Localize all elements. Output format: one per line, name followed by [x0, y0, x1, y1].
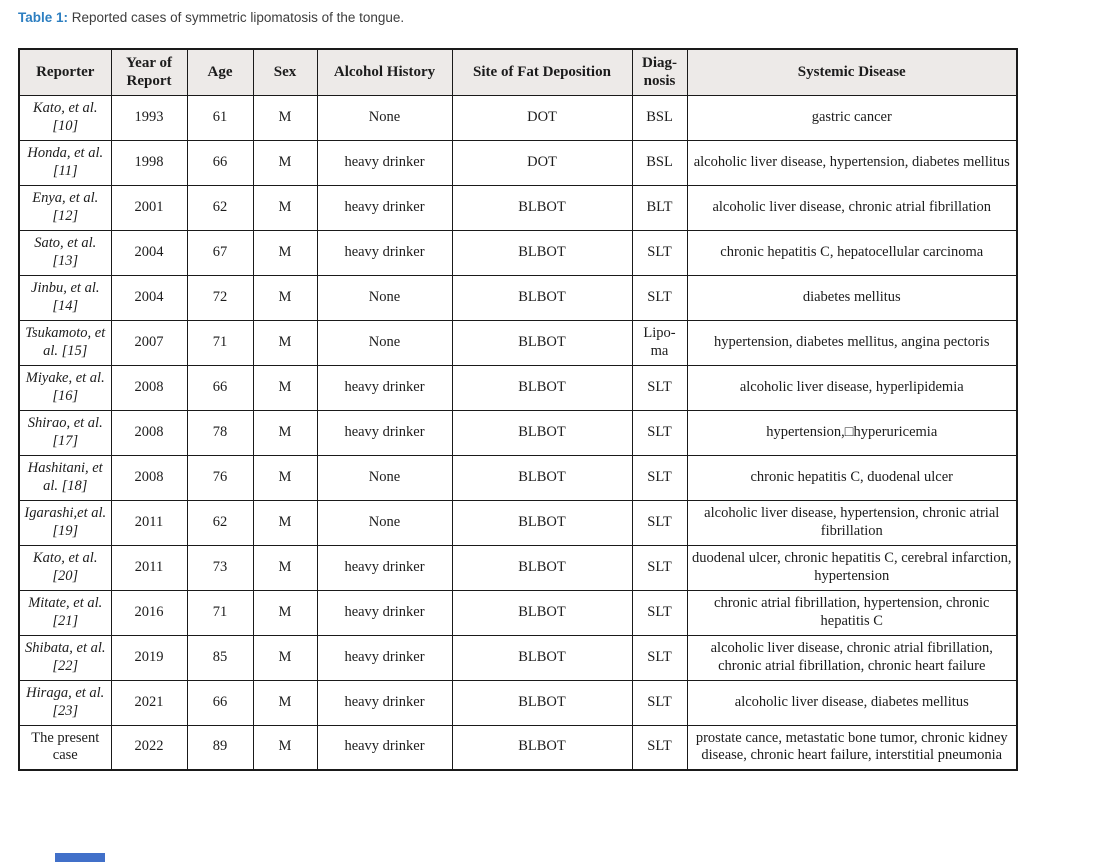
cell-reporter: Tsukamoto, et al. [15] — [19, 320, 111, 365]
cell-site: BLBOT — [452, 320, 632, 365]
cell-sex: M — [253, 680, 317, 725]
cell-diagnosis: SLT — [632, 410, 687, 455]
cell-year: 2008 — [111, 410, 187, 455]
column-header-diagnosis: Diag-nosis — [632, 49, 687, 95]
table-row — [19, 410, 1017, 455]
cell-reporter: Shirao, et al. [17] — [19, 410, 111, 455]
cell-age: 89 — [187, 725, 253, 770]
cell-diagnosis: SLT — [632, 635, 687, 680]
cell-reporter: Sato, et al. [13] — [19, 230, 111, 275]
cell-alcohol: heavy drinker — [317, 725, 452, 770]
cell-diagnosis: SLT — [632, 230, 687, 275]
cell-disease: chronic hepatitis C, duodenal ulcer — [687, 455, 1017, 500]
cell-disease: alcoholic liver disease, hyperlipidemia — [687, 365, 1017, 410]
cell-reporter: Kato, et al. [20] — [19, 545, 111, 590]
cell-year: 2019 — [111, 635, 187, 680]
cell-alcohol: heavy drinker — [317, 410, 452, 455]
cell-age: 71 — [187, 590, 253, 635]
cell-age: 67 — [187, 230, 253, 275]
cell-sex: M — [253, 500, 317, 545]
table-caption-text: Reported cases of symmetric lipomatosis of the tongue. — [68, 10, 405, 25]
column-header-reporter: Reporter — [19, 49, 111, 95]
cell-reporter: Enya, et al. [12] — [19, 185, 111, 230]
cell-age: 71 — [187, 320, 253, 365]
cell-site: DOT — [452, 140, 632, 185]
cell-year: 2007 — [111, 320, 187, 365]
cell-sex: M — [253, 455, 317, 500]
cell-disease: chronic atrial fibrillation, hypertension, chronic hepatitis C — [687, 590, 1017, 635]
cell-alcohol: None — [317, 500, 452, 545]
cell-reporter: Hiraga, et al. [23] — [19, 680, 111, 725]
cell-diagnosis: SLT — [632, 680, 687, 725]
table-header-row — [19, 49, 1017, 95]
cell-sex: M — [253, 320, 317, 365]
cell-diagnosis: SLT — [632, 275, 687, 320]
cell-alcohol: heavy drinker — [317, 185, 452, 230]
cell-year: 2008 — [111, 455, 187, 500]
cell-diagnosis: BSL — [632, 95, 687, 140]
cell-disease: diabetes mellitus — [687, 275, 1017, 320]
cell-diagnosis: SLT — [632, 545, 687, 590]
cell-diagnosis: SLT — [632, 590, 687, 635]
cell-sex: M — [253, 140, 317, 185]
cell-reporter: Hashitani, et al. [18] — [19, 455, 111, 500]
cell-year: 2008 — [111, 365, 187, 410]
cell-sex: M — [253, 95, 317, 140]
cell-disease: prostate cance, metastatic bone tumor, chronic kidney disease, chronic heart failure, interstitial pneumonia — [687, 725, 1017, 770]
cell-year: 2004 — [111, 275, 187, 320]
cell-age: 76 — [187, 455, 253, 500]
cell-diagnosis: SLT — [632, 725, 687, 770]
cell-reporter: The present case — [19, 725, 111, 770]
column-header-year: Year of Report — [111, 49, 187, 95]
cell-year: 1998 — [111, 140, 187, 185]
column-header-site: Site of Fat Deposition — [452, 49, 632, 95]
cell-disease: alcoholic liver disease, chronic atrial fibrillation, chronic atrial fibrillation, chronic heart failure — [687, 635, 1017, 680]
table-row — [19, 725, 1017, 770]
cell-disease: alcoholic liver disease, diabetes mellitus — [687, 680, 1017, 725]
table-row — [19, 140, 1017, 185]
cell-alcohol: heavy drinker — [317, 365, 452, 410]
cell-diagnosis: BLT — [632, 185, 687, 230]
table-caption — [18, 10, 404, 25]
cell-sex: M — [253, 185, 317, 230]
column-header-age: Age — [187, 49, 253, 95]
cell-reporter: Mitate, et al. [21] — [19, 590, 111, 635]
cell-age: 62 — [187, 500, 253, 545]
cell-site: BLBOT — [452, 185, 632, 230]
cell-diagnosis: BSL — [632, 140, 687, 185]
cell-disease: hypertension,□hyperuricemia — [687, 410, 1017, 455]
cell-alcohol: heavy drinker — [317, 230, 452, 275]
cell-age: 61 — [187, 95, 253, 140]
table-row — [19, 590, 1017, 635]
cell-reporter: Honda, et al. [11] — [19, 140, 111, 185]
table-row — [19, 545, 1017, 590]
cases-table — [18, 48, 1018, 771]
cell-reporter: Miyake, et al. [16] — [19, 365, 111, 410]
column-header-alcohol: Alcohol History — [317, 49, 452, 95]
cell-disease: alcoholic liver disease, chronic atrial fibrillation — [687, 185, 1017, 230]
cell-alcohol: None — [317, 95, 452, 140]
cell-year: 2016 — [111, 590, 187, 635]
cell-reporter: Shibata, et al. [22] — [19, 635, 111, 680]
cell-diagnosis: SLT — [632, 365, 687, 410]
cell-year: 2022 — [111, 725, 187, 770]
cell-alcohol: heavy drinker — [317, 635, 452, 680]
cell-disease: hypertension, diabetes mellitus, angina pectoris — [687, 320, 1017, 365]
cell-sex: M — [253, 590, 317, 635]
table-caption-label: Table 1: — [18, 10, 69, 25]
cell-alcohol: heavy drinker — [317, 590, 452, 635]
cell-year: 2011 — [111, 500, 187, 545]
table-row — [19, 185, 1017, 230]
cell-alcohol: None — [317, 275, 452, 320]
cell-age: 72 — [187, 275, 253, 320]
cell-disease: alcoholic liver disease, hypertension, chronic atrial fibrillation — [687, 500, 1017, 545]
cell-alcohol: heavy drinker — [317, 680, 452, 725]
cell-sex: M — [253, 230, 317, 275]
table-row — [19, 320, 1017, 365]
cell-sex: M — [253, 725, 317, 770]
cell-age: 73 — [187, 545, 253, 590]
cell-sex: M — [253, 635, 317, 680]
column-header-sex: Sex — [253, 49, 317, 95]
cell-site: BLBOT — [452, 725, 632, 770]
cell-disease: chronic hepatitis C, hepatocellular carcinoma — [687, 230, 1017, 275]
cell-disease: duodenal ulcer, chronic hepatitis C, cerebral infarction, hypertension — [687, 545, 1017, 590]
table-row — [19, 500, 1017, 545]
cell-sex: M — [253, 410, 317, 455]
cell-site: BLBOT — [452, 230, 632, 275]
cell-reporter: Igarashi,et al. [19] — [19, 500, 111, 545]
cell-year: 2021 — [111, 680, 187, 725]
table-row — [19, 455, 1017, 500]
table-row — [19, 680, 1017, 725]
table-row — [19, 635, 1017, 680]
cell-age: 85 — [187, 635, 253, 680]
cell-alcohol: None — [317, 320, 452, 365]
cell-disease: alcoholic liver disease, hypertension, diabetes mellitus — [687, 140, 1017, 185]
cell-age: 78 — [187, 410, 253, 455]
cell-site: BLBOT — [452, 635, 632, 680]
table-row — [19, 230, 1017, 275]
cell-age: 66 — [187, 365, 253, 410]
cell-site: BLBOT — [452, 500, 632, 545]
cell-age: 66 — [187, 140, 253, 185]
cell-site: BLBOT — [452, 275, 632, 320]
cell-sex: M — [253, 365, 317, 410]
cell-year: 2011 — [111, 545, 187, 590]
cell-reporter: Jinbu, et al. [14] — [19, 275, 111, 320]
cell-diagnosis: Lipo-ma — [632, 320, 687, 365]
table-row — [19, 275, 1017, 320]
cell-site: BLBOT — [452, 680, 632, 725]
cell-sex: M — [253, 275, 317, 320]
cell-site: BLBOT — [452, 365, 632, 410]
cell-year: 2004 — [111, 230, 187, 275]
cell-reporter: Kato, et al. [10] — [19, 95, 111, 140]
cell-alcohol: heavy drinker — [317, 545, 452, 590]
cell-alcohol: None — [317, 455, 452, 500]
cell-sex: M — [253, 545, 317, 590]
column-header-disease: Systemic Disease — [687, 49, 1017, 95]
cell-year: 2001 — [111, 185, 187, 230]
cell-diagnosis: SLT — [632, 500, 687, 545]
bottom-blue-fragment — [55, 853, 105, 862]
cell-site: DOT — [452, 95, 632, 140]
cell-site: BLBOT — [452, 590, 632, 635]
cell-site: BLBOT — [452, 410, 632, 455]
cell-alcohol: heavy drinker — [317, 140, 452, 185]
table-row — [19, 365, 1017, 410]
cell-disease: gastric cancer — [687, 95, 1017, 140]
cell-age: 62 — [187, 185, 253, 230]
cell-age: 66 — [187, 680, 253, 725]
table-row — [19, 95, 1017, 140]
cell-site: BLBOT — [452, 455, 632, 500]
cell-diagnosis: SLT — [632, 455, 687, 500]
cell-year: 1993 — [111, 95, 187, 140]
cell-site: BLBOT — [452, 545, 632, 590]
